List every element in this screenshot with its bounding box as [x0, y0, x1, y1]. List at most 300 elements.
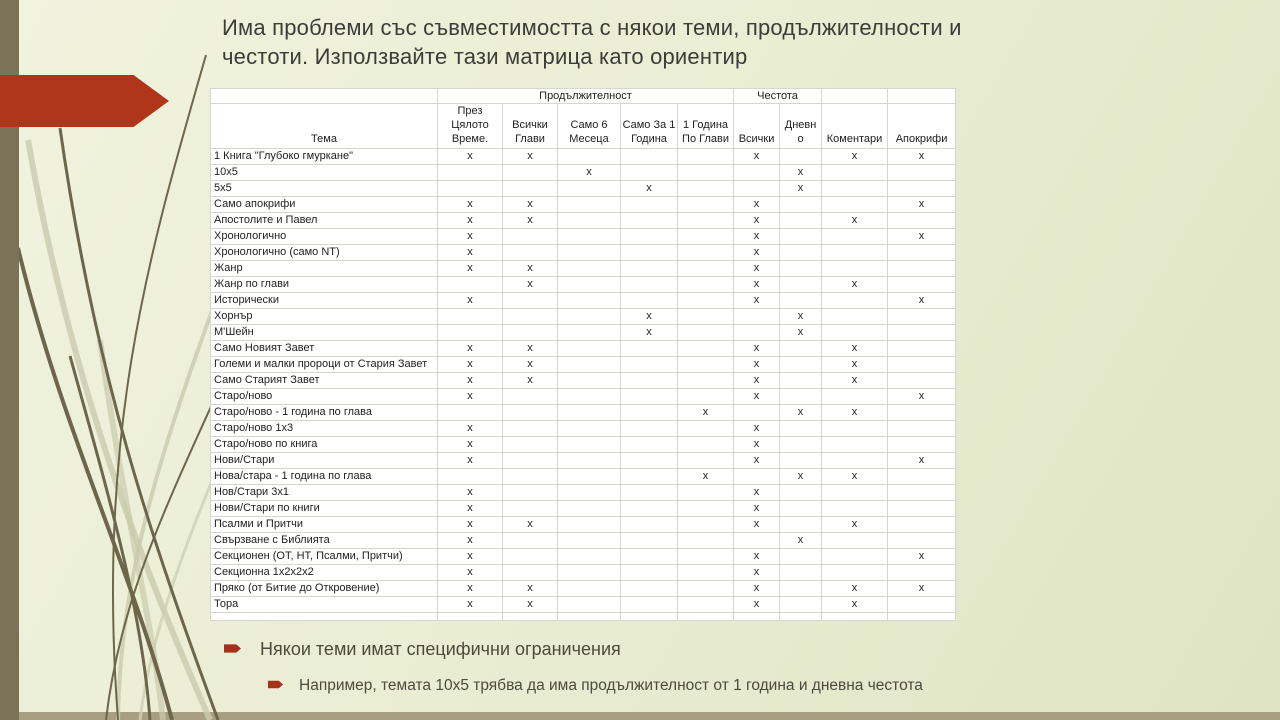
mark-cell: x: [822, 581, 888, 597]
table-body: [211, 149, 956, 621]
mark-cell: x: [503, 149, 558, 165]
mark-cell: x: [734, 261, 780, 277]
empty-mark-cell: [558, 277, 621, 293]
theme-cell: Хорнър: [211, 309, 438, 325]
empty-mark-cell: [888, 405, 956, 421]
table-row: [211, 293, 956, 309]
empty-mark-cell: [621, 261, 678, 277]
empty-mark-cell: [558, 261, 621, 277]
theme-cell: Старо/ново по книга: [211, 437, 438, 453]
theme-cell: Свързване с Библията: [211, 533, 438, 549]
theme-cell: Нови/Стари по книги: [211, 501, 438, 517]
empty-mark-cell: [621, 245, 678, 261]
bullet-arrow-icon: [224, 643, 241, 654]
empty-mark-cell: [780, 357, 822, 373]
column-header-cell: [621, 104, 678, 149]
mark-cell: x: [734, 565, 780, 581]
mark-cell: x: [438, 213, 503, 229]
empty-mark-cell: [438, 277, 503, 293]
mark-cell: x: [888, 149, 956, 165]
empty-mark-cell: [780, 453, 822, 469]
theme-cell: Големи и малки пророци от Стария Завет: [211, 357, 438, 373]
empty-mark-cell: [822, 485, 888, 501]
empty-mark-cell: [621, 421, 678, 437]
empty-mark-cell: [888, 261, 956, 277]
column-header-cell: [438, 104, 503, 149]
empty-mark-cell: [558, 341, 621, 357]
mark-cell: x: [822, 373, 888, 389]
empty-mark-cell: [822, 197, 888, 213]
empty-mark-cell: [558, 197, 621, 213]
empty-mark-cell: [678, 229, 734, 245]
empty-mark-cell: [621, 469, 678, 485]
empty-mark-cell: [888, 373, 956, 389]
empty-mark-cell: [621, 149, 678, 165]
theme-cell: Само Старият Завет: [211, 373, 438, 389]
table-row: [211, 357, 956, 373]
theme-cell: Нов/Стари 3x1: [211, 485, 438, 501]
empty-mark-cell: [678, 517, 734, 533]
mark-cell: x: [438, 373, 503, 389]
empty-mark-cell: [780, 421, 822, 437]
theme-cell: М'Шейн: [211, 325, 438, 341]
bullet-item-1: [224, 638, 1224, 661]
empty-mark-cell: [678, 437, 734, 453]
empty-mark-cell: [822, 533, 888, 549]
empty-mark-cell: [888, 245, 956, 261]
theme-cell: Секционен (ОТ, НТ, Псалми, Притчи): [211, 549, 438, 565]
column-header-cell: [888, 104, 956, 149]
mark-cell: x: [621, 309, 678, 325]
empty-mark-cell: [558, 293, 621, 309]
mark-cell: x: [503, 197, 558, 213]
mark-cell: x: [438, 341, 503, 357]
empty-mark-cell: [503, 565, 558, 581]
theme-cell: Секционна 1x2x2x2: [211, 565, 438, 581]
empty-mark-cell: [734, 165, 780, 181]
mark-cell: x: [822, 597, 888, 613]
mark-cell: x: [734, 581, 780, 597]
mark-cell: x: [503, 373, 558, 389]
mark-cell: x: [734, 421, 780, 437]
mark-cell: x: [822, 469, 888, 485]
empty-mark-cell: [558, 357, 621, 373]
empty-mark-cell: [678, 453, 734, 469]
mark-cell: x: [822, 405, 888, 421]
theme-cell: Жанр: [211, 261, 438, 277]
empty-mark-cell: [678, 421, 734, 437]
empty-mark-cell: [678, 165, 734, 181]
empty-mark-cell: [734, 469, 780, 485]
empty-cell: [438, 613, 503, 621]
empty-mark-cell: [558, 181, 621, 197]
empty-mark-cell: [678, 581, 734, 597]
mark-cell: x: [621, 181, 678, 197]
mark-cell: x: [888, 453, 956, 469]
empty-mark-cell: [621, 357, 678, 373]
empty-mark-cell: [558, 389, 621, 405]
empty-mark-cell: [780, 501, 822, 517]
empty-mark-cell: [678, 213, 734, 229]
empty-mark-cell: [734, 533, 780, 549]
empty-mark-cell: [678, 245, 734, 261]
mark-cell: x: [438, 485, 503, 501]
empty-mark-cell: [888, 421, 956, 437]
empty-mark-cell: [621, 213, 678, 229]
empty-mark-cell: [822, 261, 888, 277]
mark-cell: x: [503, 597, 558, 613]
mark-cell: x: [734, 389, 780, 405]
empty-mark-cell: [438, 309, 503, 325]
empty-mark-cell: [678, 357, 734, 373]
mark-cell: x: [438, 437, 503, 453]
empty-mark-cell: [621, 405, 678, 421]
empty-mark-cell: [621, 165, 678, 181]
mark-cell: x: [734, 357, 780, 373]
theme-cell: Хронологично (само NT): [211, 245, 438, 261]
empty-mark-cell: [503, 245, 558, 261]
mark-cell: x: [503, 341, 558, 357]
column-header-cell: [503, 104, 558, 149]
table-row: [211, 421, 956, 437]
mark-cell: x: [558, 165, 621, 181]
empty-mark-cell: [780, 373, 822, 389]
empty-mark-cell: [888, 357, 956, 373]
empty-mark-cell: [888, 517, 956, 533]
empty-mark-cell: [678, 389, 734, 405]
table-row: [211, 149, 956, 165]
mark-cell: x: [888, 581, 956, 597]
empty-mark-cell: [438, 325, 503, 341]
table-row: [211, 165, 956, 181]
empty-mark-cell: [678, 485, 734, 501]
mark-cell: x: [621, 325, 678, 341]
group-header-cell: Продължителност: [438, 89, 734, 104]
mark-cell: x: [734, 341, 780, 357]
empty-mark-cell: [888, 501, 956, 517]
empty-mark-cell: [822, 309, 888, 325]
column-header-label: Коментари: [826, 132, 883, 145]
empty-mark-cell: [503, 229, 558, 245]
table-row: [211, 373, 956, 389]
mark-cell: x: [734, 245, 780, 261]
empty-mark-cell: [888, 277, 956, 293]
empty-mark-cell: [558, 469, 621, 485]
column-header-cell: [822, 104, 888, 149]
empty-mark-cell: [558, 533, 621, 549]
empty-mark-cell: [621, 549, 678, 565]
mark-cell: x: [734, 437, 780, 453]
mark-cell: x: [780, 469, 822, 485]
empty-mark-cell: [822, 501, 888, 517]
empty-mark-cell: [888, 309, 956, 325]
mark-cell: x: [438, 293, 503, 309]
empty-mark-cell: [621, 341, 678, 357]
empty-mark-cell: [678, 373, 734, 389]
empty-mark-cell: [780, 581, 822, 597]
empty-mark-cell: [503, 293, 558, 309]
empty-mark-cell: [558, 309, 621, 325]
empty-mark-cell: [558, 549, 621, 565]
empty-mark-cell: [678, 597, 734, 613]
column-header-label: Всички: [738, 132, 775, 145]
mark-cell: x: [822, 341, 888, 357]
empty-mark-cell: [822, 565, 888, 581]
mark-cell: x: [734, 453, 780, 469]
empty-mark-cell: [822, 165, 888, 181]
mark-cell: x: [780, 533, 822, 549]
empty-mark-cell: [503, 309, 558, 325]
table-row: [211, 197, 956, 213]
column-header-cell: [780, 104, 822, 149]
empty-mark-cell: [780, 341, 822, 357]
bullet-item-2: [268, 676, 1224, 695]
red-arrow-decoration: [0, 75, 169, 127]
empty-mark-cell: [621, 581, 678, 597]
mark-cell: x: [734, 597, 780, 613]
empty-cell: [503, 613, 558, 621]
bullet-arrow-icon: [268, 680, 283, 690]
group-header-cell: [888, 89, 956, 104]
mark-cell: x: [734, 293, 780, 309]
column-header-cell: [558, 104, 621, 149]
mark-cell: x: [780, 309, 822, 325]
empty-mark-cell: [888, 165, 956, 181]
mark-cell: x: [438, 245, 503, 261]
empty-mark-cell: [621, 597, 678, 613]
column-header-label: Само За 1 Година: [622, 118, 676, 145]
mark-cell: x: [438, 453, 503, 469]
empty-mark-cell: [503, 485, 558, 501]
table-head: [211, 89, 956, 149]
theme-cell: 1 Книга "Глубоко гмуркане": [211, 149, 438, 165]
empty-mark-cell: [438, 405, 503, 421]
mark-cell: x: [780, 405, 822, 421]
empty-mark-cell: [822, 389, 888, 405]
table-row: [211, 453, 956, 469]
mark-cell: x: [438, 533, 503, 549]
empty-mark-cell: [822, 549, 888, 565]
mark-cell: x: [503, 517, 558, 533]
table-row: [211, 405, 956, 421]
empty-mark-cell: [780, 229, 822, 245]
empty-mark-cell: [678, 149, 734, 165]
mark-cell: x: [734, 501, 780, 517]
empty-mark-cell: [780, 565, 822, 581]
mark-cell: x: [888, 229, 956, 245]
empty-mark-cell: [503, 437, 558, 453]
empty-mark-cell: [558, 437, 621, 453]
empty-mark-cell: [438, 181, 503, 197]
empty-mark-cell: [678, 565, 734, 581]
empty-mark-cell: [678, 261, 734, 277]
empty-mark-cell: [888, 325, 956, 341]
mark-cell: x: [888, 389, 956, 405]
slide-title: Има проблеми със съвместимостта с някои теми, продължителности и честоти. Използвайте тази матрица като ориентир: [222, 15, 962, 69]
empty-mark-cell: [621, 293, 678, 309]
empty-mark-cell: [780, 245, 822, 261]
empty-mark-cell: [888, 533, 956, 549]
empty-mark-cell: [503, 469, 558, 485]
empty-mark-cell: [558, 485, 621, 501]
theme-cell: Нови/Стари: [211, 453, 438, 469]
table-row: [211, 469, 956, 485]
empty-mark-cell: [780, 389, 822, 405]
empty-mark-cell: [621, 453, 678, 469]
empty-mark-cell: [822, 325, 888, 341]
empty-mark-cell: [780, 197, 822, 213]
theme-cell: Само Новият Завет: [211, 341, 438, 357]
table-row: [211, 245, 956, 261]
empty-row: [211, 613, 956, 621]
table-row: [211, 501, 956, 517]
table-row: [211, 181, 956, 197]
empty-cell: [734, 613, 780, 621]
table-row: [211, 261, 956, 277]
theme-cell: Тора: [211, 597, 438, 613]
mark-cell: x: [503, 213, 558, 229]
empty-mark-cell: [503, 405, 558, 421]
column-header-row: [211, 104, 956, 149]
mark-cell: x: [438, 357, 503, 373]
empty-mark-cell: [621, 197, 678, 213]
empty-mark-cell: [822, 181, 888, 197]
empty-mark-cell: [888, 341, 956, 357]
column-header-label: През Цялото Време.: [451, 105, 489, 145]
empty-mark-cell: [888, 181, 956, 197]
empty-mark-cell: [888, 213, 956, 229]
empty-mark-cell: [888, 485, 956, 501]
theme-cell: Пряко (от Битие до Откровение): [211, 581, 438, 597]
empty-mark-cell: [678, 309, 734, 325]
mark-cell: x: [734, 213, 780, 229]
empty-mark-cell: [780, 213, 822, 229]
empty-mark-cell: [558, 373, 621, 389]
empty-mark-cell: [678, 197, 734, 213]
empty-mark-cell: [558, 581, 621, 597]
mark-cell: x: [503, 581, 558, 597]
empty-mark-cell: [822, 229, 888, 245]
table-row: [211, 213, 956, 229]
mark-cell: x: [734, 149, 780, 165]
compatibility-table: [210, 88, 956, 621]
table-row: [211, 597, 956, 613]
empty-mark-cell: [678, 341, 734, 357]
empty-mark-cell: [888, 469, 956, 485]
mark-cell: x: [438, 501, 503, 517]
table-row: [211, 581, 956, 597]
empty-mark-cell: [780, 261, 822, 277]
empty-mark-cell: [780, 597, 822, 613]
empty-cell: [822, 613, 888, 621]
mark-cell: x: [678, 405, 734, 421]
empty-mark-cell: [503, 325, 558, 341]
theme-cell: Нова/стара - 1 година по глава: [211, 469, 438, 485]
mark-cell: x: [438, 549, 503, 565]
empty-mark-cell: [822, 453, 888, 469]
mark-cell: x: [888, 293, 956, 309]
mark-cell: x: [822, 149, 888, 165]
theme-cell: Жанр по глави: [211, 277, 438, 293]
empty-mark-cell: [621, 437, 678, 453]
mark-cell: x: [438, 197, 503, 213]
group-header-cell: Честота: [734, 89, 822, 104]
empty-mark-cell: [438, 469, 503, 485]
empty-mark-cell: [734, 181, 780, 197]
empty-cell: [888, 613, 956, 621]
mark-cell: x: [888, 197, 956, 213]
empty-mark-cell: [503, 389, 558, 405]
mark-cell: x: [438, 581, 503, 597]
empty-mark-cell: [678, 533, 734, 549]
empty-mark-cell: [822, 437, 888, 453]
empty-mark-cell: [678, 293, 734, 309]
mark-cell: x: [734, 229, 780, 245]
table-row: [211, 325, 956, 341]
table-row: [211, 277, 956, 293]
mark-cell: x: [438, 261, 503, 277]
table-row: [211, 549, 956, 565]
mark-cell: x: [822, 213, 888, 229]
empty-mark-cell: [621, 517, 678, 533]
mark-cell: x: [822, 517, 888, 533]
empty-mark-cell: [558, 245, 621, 261]
table-row: [211, 533, 956, 549]
empty-mark-cell: [503, 421, 558, 437]
empty-mark-cell: [678, 325, 734, 341]
table-row: [211, 341, 956, 357]
mark-cell: x: [438, 229, 503, 245]
empty-mark-cell: [558, 421, 621, 437]
column-header-cell: [734, 104, 780, 149]
theme-cell: 5x5: [211, 181, 438, 197]
empty-cell: [211, 613, 438, 621]
mark-cell: x: [780, 165, 822, 181]
empty-mark-cell: [734, 405, 780, 421]
empty-mark-cell: [621, 229, 678, 245]
empty-mark-cell: [621, 389, 678, 405]
mark-cell: x: [678, 469, 734, 485]
mark-cell: x: [734, 549, 780, 565]
mark-cell: x: [438, 517, 503, 533]
theme-cell: 10x5: [211, 165, 438, 181]
group-header-row: [211, 89, 956, 104]
mark-cell: x: [780, 181, 822, 197]
mark-cell: x: [780, 325, 822, 341]
empty-mark-cell: [558, 565, 621, 581]
empty-mark-cell: [888, 565, 956, 581]
empty-mark-cell: [621, 501, 678, 517]
empty-mark-cell: [621, 277, 678, 293]
mark-cell: x: [888, 549, 956, 565]
empty-mark-cell: [558, 325, 621, 341]
empty-cell: [678, 613, 734, 621]
empty-mark-cell: [822, 293, 888, 309]
empty-mark-cell: [780, 277, 822, 293]
column-header-label: 1 Година По Глави: [682, 118, 729, 145]
empty-mark-cell: [558, 597, 621, 613]
empty-mark-cell: [503, 181, 558, 197]
empty-mark-cell: [558, 405, 621, 421]
mark-cell: x: [734, 277, 780, 293]
group-header-cell: [211, 89, 438, 104]
theme-cell: Само апокрифи: [211, 197, 438, 213]
table-row: [211, 229, 956, 245]
mark-cell: x: [438, 389, 503, 405]
empty-mark-cell: [621, 485, 678, 501]
empty-mark-cell: [780, 149, 822, 165]
empty-mark-cell: [888, 597, 956, 613]
